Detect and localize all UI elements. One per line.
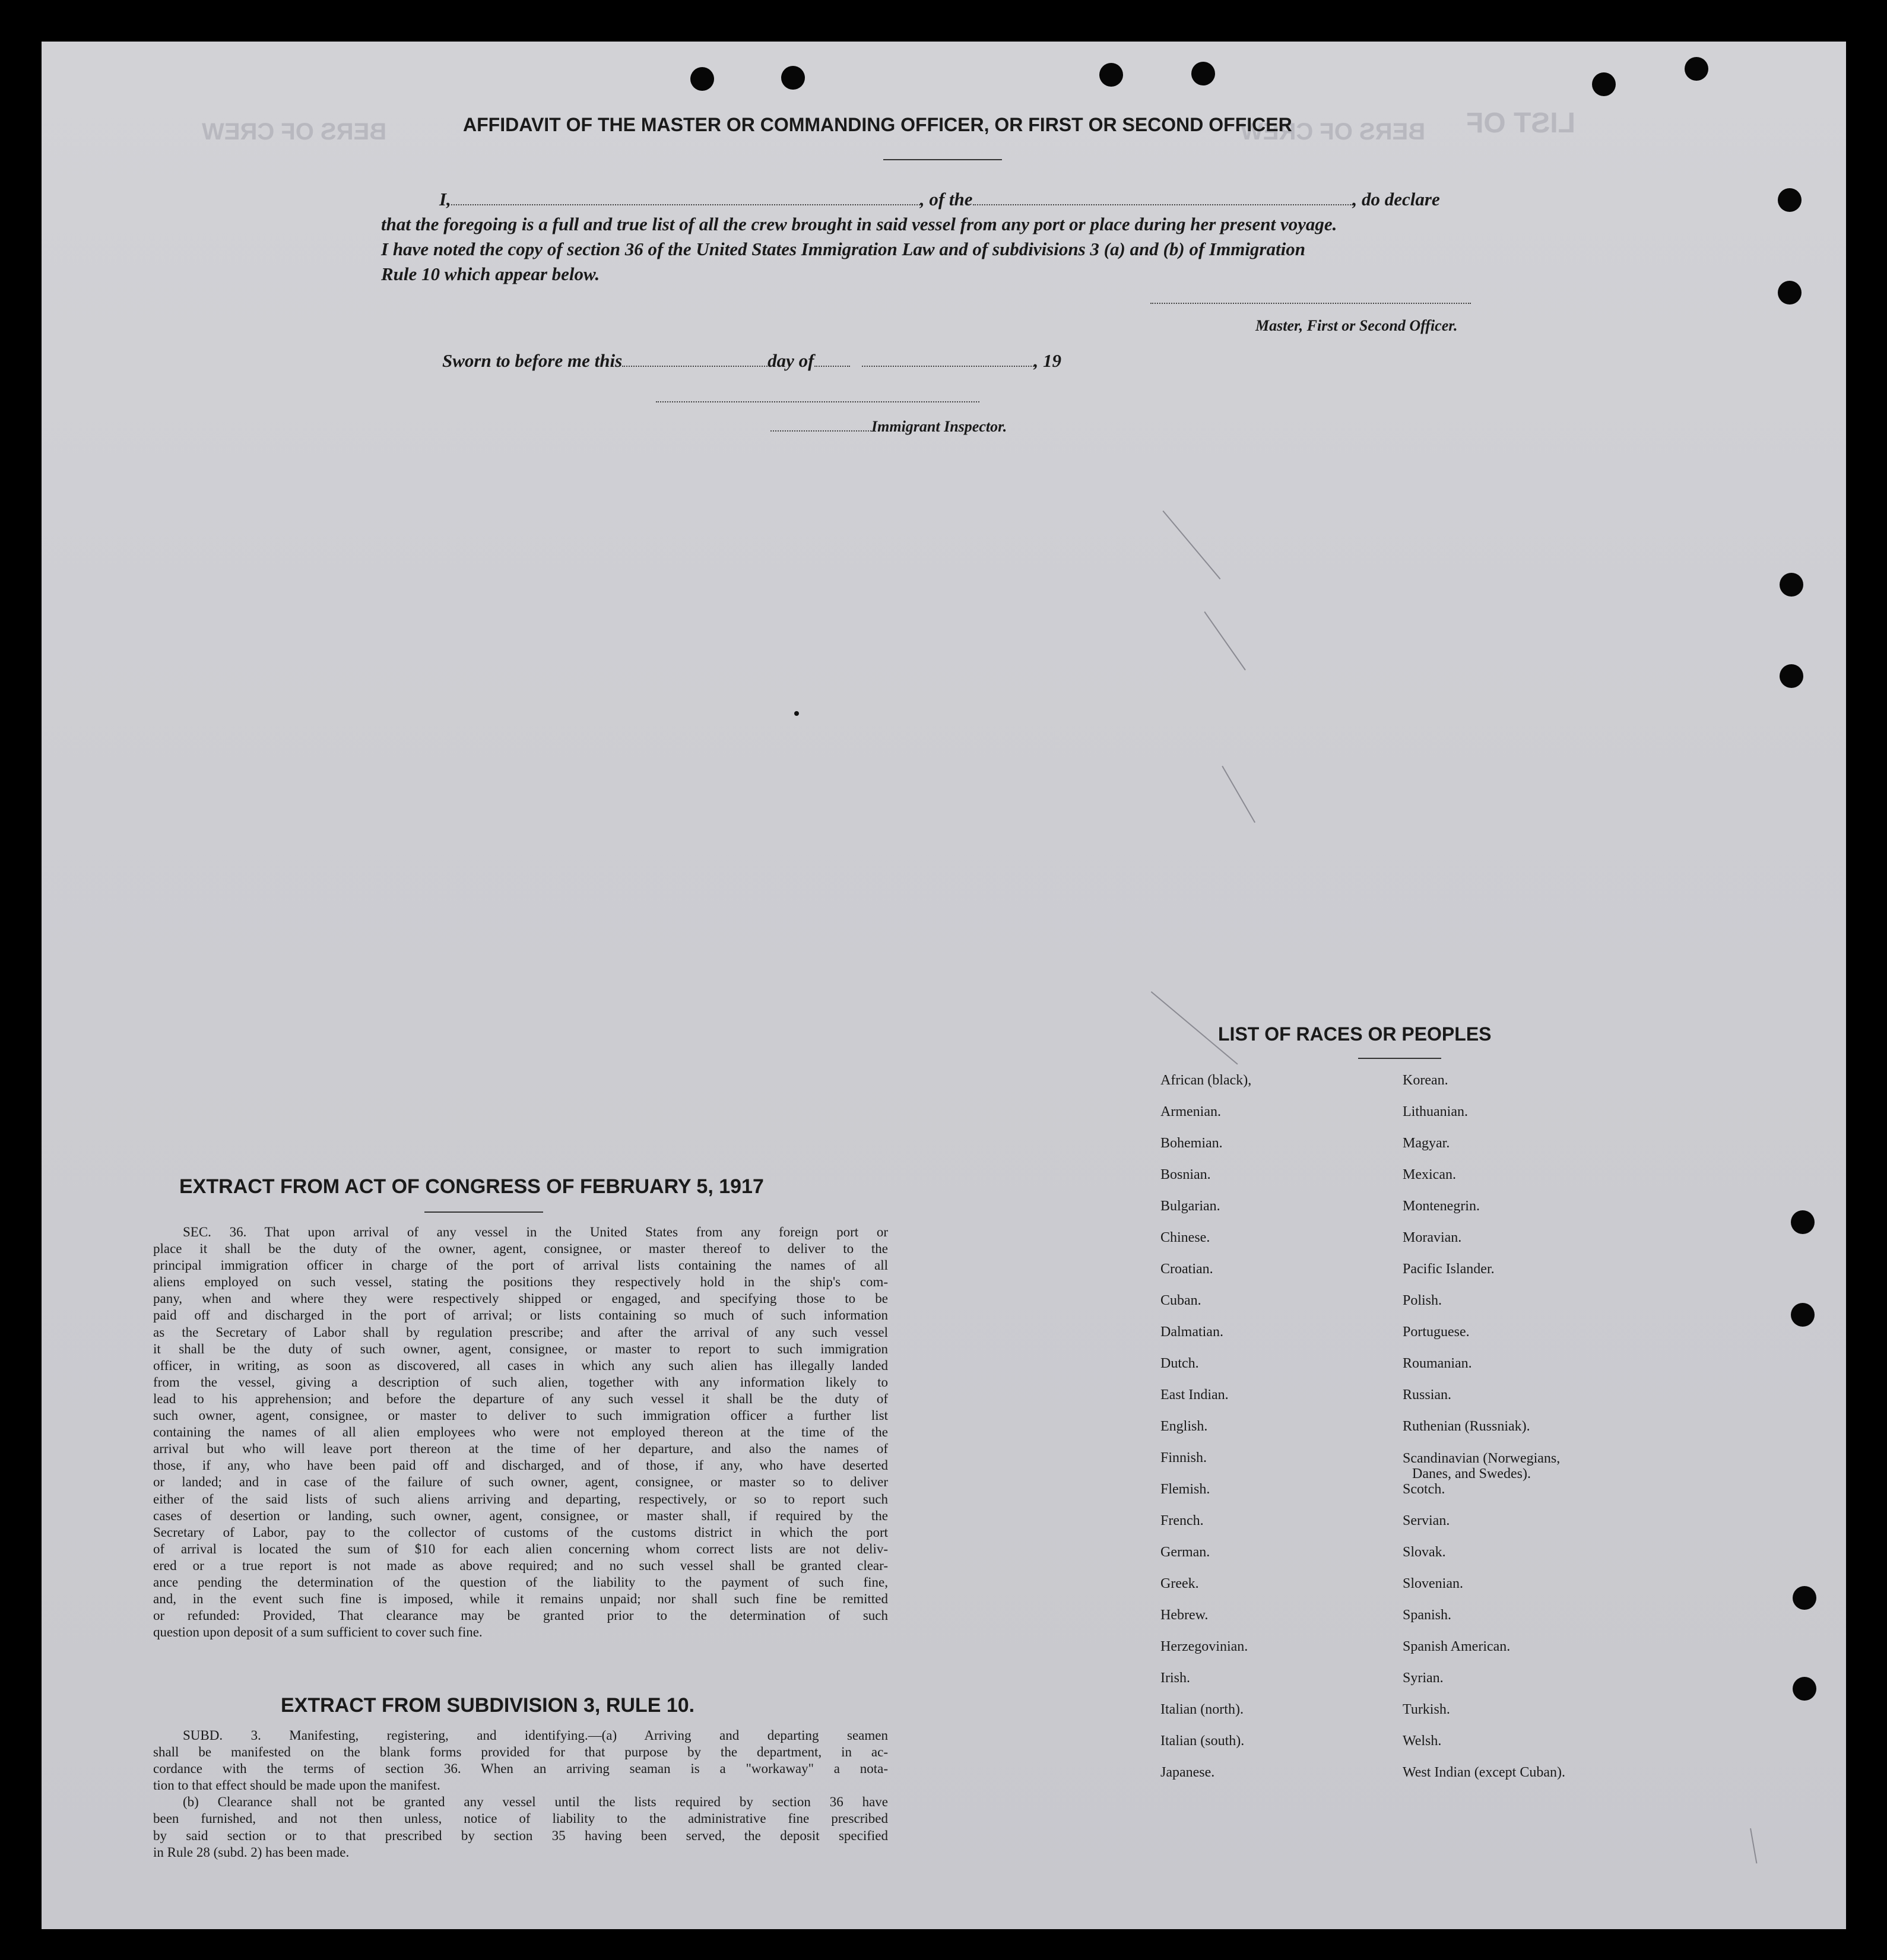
of-the-label: , of the — [919, 189, 973, 210]
race-item: Italian (north). — [1160, 1702, 1244, 1717]
punch-hole — [1780, 664, 1803, 688]
para-line: tion to that effect should be made upon the manifest. — [153, 1778, 440, 1793]
race-item: Japanese. — [1160, 1765, 1215, 1780]
race-item: Finnish. — [1160, 1450, 1207, 1466]
race-item: Dutch. — [1160, 1356, 1199, 1371]
para-line: SUBD. 3. Manifesting, registering, and identifying.—(a) Arriving and departing seamen — [183, 1728, 888, 1743]
race-item: Cuban. — [1160, 1293, 1201, 1308]
day-of-label: day of — [768, 350, 814, 371]
para-line: ance pending the determination of the question of the liability to the payment of such fine, — [153, 1574, 888, 1590]
heading-rule — [883, 159, 1002, 160]
race-item: Pacific Islander. — [1403, 1261, 1495, 1277]
races-heading: LIST OF RACES OR PEOPLES — [1218, 1023, 1492, 1045]
para-line: or refunded: Provided, That clearance may be granted prior to the determination of such — [153, 1608, 888, 1623]
inspector-signature-blank — [656, 401, 979, 402]
month-blank-2 — [862, 366, 1034, 367]
bleed-through-text: LIST OF — [1466, 107, 1575, 139]
para-line: those, if any, who have been paid off and discharged, and of those, if any, who have deserted — [153, 1458, 888, 1473]
race-item-line: Scandinavian (Norwegians, — [1403, 1451, 1561, 1466]
pencil-mark — [1204, 611, 1245, 670]
race-item — [1403, 1451, 1565, 1482]
inspector-name-blank — [770, 430, 871, 432]
race-item: Spanish American. — [1403, 1639, 1511, 1654]
bleed-through-text: BERS OF CREW — [202, 119, 387, 145]
para-line: as the Secretary of Labor shall by regulation prescribe; and after the arrival of any such vessel — [153, 1324, 888, 1340]
para-line: been furnished, and not then unless, notice of liability to the administrative fine prescribed — [153, 1811, 888, 1826]
month-blank — [814, 366, 850, 367]
stray-dot — [794, 711, 799, 716]
para-line: officer, in writing, as soon as discovered, all cases in which any such alien has illegally landed — [153, 1358, 888, 1373]
race-item: Ruthenian (Russniak). — [1403, 1419, 1530, 1434]
punch-hole — [1778, 188, 1802, 212]
race-item: Lithuanian. — [1403, 1104, 1468, 1119]
para-line: ered or a true report is not made as above required; and no such vessel shall be granted clear- — [153, 1558, 888, 1573]
punch-hole — [781, 66, 805, 90]
race-item: Irish. — [1160, 1670, 1190, 1686]
rule-10-text — [153, 1727, 888, 1861]
race-item: Portuguese. — [1403, 1324, 1470, 1340]
para-line: pany, when and where they were respectively shipped or engaged, and specifying those to be — [153, 1291, 888, 1306]
punch-hole — [1791, 1303, 1815, 1327]
punch-hole — [1793, 1586, 1816, 1610]
race-item: Herzegovinian. — [1160, 1639, 1248, 1654]
para-line: place it shall be the duty of the owner, agent, consignee, or master thereof to deliver to the — [153, 1241, 888, 1257]
race-item: Chinese. — [1160, 1230, 1210, 1245]
race-item: Korean. — [1403, 1073, 1448, 1088]
para-line: shall be manifested on the blank forms provided for that purpose by the department, in ac- — [153, 1745, 888, 1760]
race-item: African (black), — [1160, 1073, 1252, 1088]
race-item: Syrian. — [1403, 1670, 1444, 1686]
races-right-column — [1403, 1073, 1565, 1797]
punch-hole — [1592, 72, 1616, 96]
race-item: Russian. — [1403, 1387, 1452, 1403]
declaration-line-1 — [439, 189, 1440, 210]
race-item: Bulgarian. — [1160, 1198, 1220, 1214]
para-line: Secretary of Labor, pay to the collector of customs of the customs district in which the port — [153, 1524, 888, 1540]
para-line: by said section or to that prescribed by section 35 having been served, the deposit specified — [153, 1828, 888, 1843]
declaration-line-3: I have noted the copy of section 36 of the United States Immigration Law and of subdivisions 3 (a) and (b) of Immigration — [381, 239, 1305, 259]
race-item: Servian. — [1403, 1513, 1450, 1528]
sworn-prefix: Sworn to before me this — [442, 350, 623, 371]
race-item: Hebrew. — [1160, 1607, 1209, 1623]
para-line: paid off and discharged in the port of arrival; or lists containing so much of such information — [153, 1308, 888, 1323]
affidavit-heading: AFFIDAVIT OF THE MASTER OR COMMANDING OFFICER, OR FIRST OR SECOND OFFICER — [463, 114, 1292, 135]
para-line: it shall be the duty of such owner, agent, consignee, or master to report to such immigration — [153, 1341, 888, 1356]
inspector-caption: Immigrant Inspector. — [871, 418, 1007, 435]
para-line: principal immigration officer in charge of the port of arrival lists containing the names of all — [153, 1258, 888, 1273]
sworn-line — [442, 350, 1061, 372]
race-item: Croatian. — [1160, 1261, 1213, 1277]
para-line: SEC. 36. That upon arrival of any vessel in the United States from any foreign port or — [183, 1225, 888, 1239]
section-36-text — [153, 1224, 888, 1641]
race-item: West Indian (except Cuban). — [1403, 1765, 1565, 1780]
declare-label: , do declare — [1352, 189, 1440, 210]
day-blank — [622, 366, 768, 367]
race-item: Greek. — [1160, 1576, 1199, 1591]
race-item: Armenian. — [1160, 1104, 1221, 1119]
pencil-mark — [1750, 1828, 1757, 1863]
para-line: or landed; and in case of the failure of such owner, agent, consignee, or master so to deliver — [153, 1474, 888, 1490]
punch-hole — [1780, 573, 1803, 597]
master-signature-blank — [1150, 303, 1471, 304]
race-item: French. — [1160, 1513, 1204, 1528]
race-item: English. — [1160, 1419, 1208, 1434]
race-item: Dalmatian. — [1160, 1324, 1223, 1340]
document-page — [42, 42, 1846, 1929]
para-line: question upon deposit of a sum sufficient to cover such fine. — [153, 1625, 483, 1640]
race-item: Welsh. — [1403, 1733, 1442, 1749]
name-blank — [451, 204, 920, 205]
year-label: , 19 — [1033, 350, 1061, 371]
i-label: I, — [439, 189, 451, 210]
para-line: from the vessel, giving a description of such alien, together with any information likely to — [153, 1374, 888, 1390]
race-item: Moravian. — [1403, 1230, 1462, 1245]
para-line: of arrival is located the sum of $10 for each alien concerning whom correct lists are not deliv- — [153, 1541, 888, 1556]
extract-rule-heading: EXTRACT FROM SUBDIVISION 3, RULE 10. — [281, 1694, 695, 1717]
race-item: Mexican. — [1403, 1167, 1456, 1182]
race-item: Spanish. — [1403, 1607, 1452, 1623]
punch-hole — [1791, 1210, 1815, 1234]
race-item: Bohemian. — [1160, 1136, 1223, 1151]
races-heading-rule — [1358, 1058, 1441, 1059]
inspector-line — [770, 418, 1007, 436]
master-caption: Master, First or Second Officer. — [1255, 317, 1458, 334]
para-line: such owner, agent, consignee, or master to deliver to such immigration officer a further list — [153, 1408, 888, 1423]
pencil-mark — [1222, 766, 1255, 823]
race-item: East Indian. — [1160, 1387, 1229, 1403]
para-line: (b) Clearance shall not be granted any vessel until the lists required by section 36 have — [183, 1794, 888, 1810]
para-line: cordance with the terms of section 36. When an arriving seaman is a "workaway" a nota- — [153, 1761, 888, 1777]
vessel-blank — [973, 204, 1353, 205]
races-left-column — [1160, 1073, 1251, 1797]
para-line: lead to his apprehension; and before the departure of any such vessel it shall be the duty of — [153, 1391, 888, 1406]
race-item: German. — [1160, 1544, 1210, 1560]
race-item: Montenegrin. — [1403, 1198, 1480, 1214]
race-item: Magyar. — [1403, 1136, 1450, 1151]
para-line: aliens employed on such vessel, stating the positions they respectively hold in the ship's com- — [153, 1274, 888, 1290]
race-item: Italian (south). — [1160, 1733, 1245, 1749]
para-line: arrival but who will leave port thereon at the time of her departure, and also the names of — [153, 1441, 888, 1457]
punch-hole — [1685, 57, 1708, 81]
race-item: Flemish. — [1160, 1482, 1210, 1497]
race-item: Roumanian. — [1403, 1356, 1472, 1371]
para-line: containing the names of all alien employees who were not employed thereon at the time of the — [153, 1425, 888, 1440]
punch-hole — [1191, 62, 1215, 85]
race-item: Slovak. — [1403, 1544, 1446, 1560]
bleed-through-text: BERS OF CREW — [1241, 119, 1426, 145]
declaration-line-4: Rule 10 which appear below. — [381, 264, 600, 284]
para-line: cases of desertion or landing, such owner, agent, consignee, or master shall, if required by the — [153, 1508, 888, 1523]
para-line: either of the said lists of such aliens arriving and departing, respectively, or so to report such — [153, 1491, 888, 1507]
race-item: Slovenian. — [1403, 1576, 1463, 1591]
para-line: and, in the event such fine is imposed, while it remains unpaid; nor shall such fine be remitted — [153, 1591, 888, 1607]
race-item: Scotch. — [1403, 1482, 1445, 1497]
declaration-line-2: that the foregoing is a full and true list of all the crew brought in said vessel from any port or place during her present voyage. — [381, 214, 1337, 234]
race-item: Bosnian. — [1160, 1167, 1211, 1182]
punch-hole — [690, 67, 714, 91]
para-line: in Rule 28 (subd. 2) has been made. — [153, 1844, 350, 1860]
extract-act-heading: EXTRACT FROM ACT OF CONGRESS OF FEBRUARY 5, 1917 — [179, 1175, 764, 1198]
act-heading-rule — [424, 1211, 543, 1213]
race-item-line: Danes, and Swedes). — [1412, 1466, 1531, 1482]
punch-hole — [1099, 63, 1123, 87]
pencil-mark — [1162, 510, 1220, 579]
punch-hole — [1778, 281, 1802, 305]
race-item: Polish. — [1403, 1293, 1442, 1308]
race-item: Turkish. — [1403, 1702, 1450, 1717]
punch-hole — [1793, 1677, 1816, 1701]
